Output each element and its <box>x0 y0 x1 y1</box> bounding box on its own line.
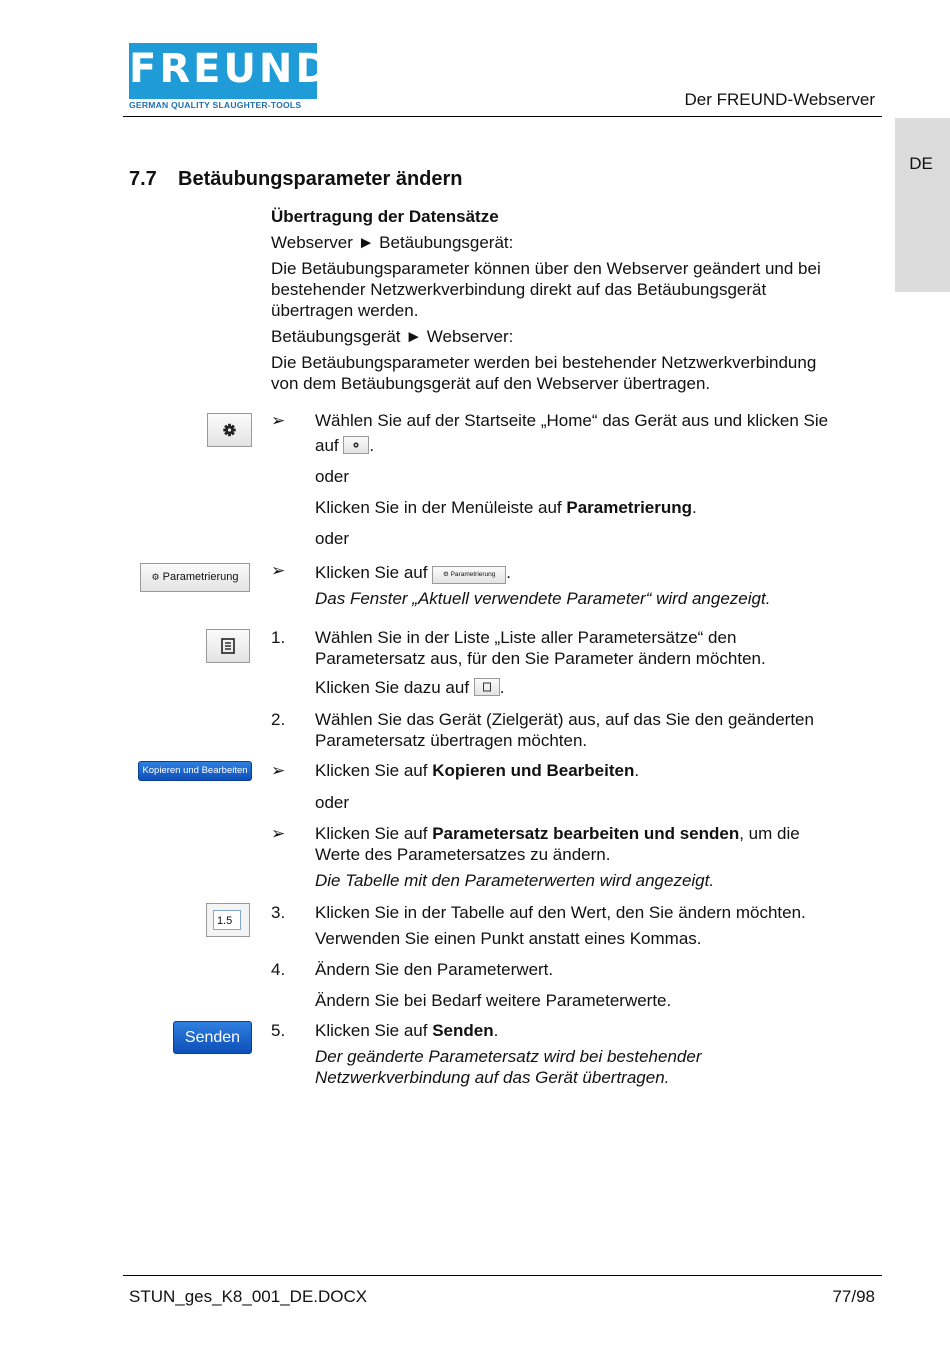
settings-button[interactable] <box>207 413 252 447</box>
step-a-text: Wählen Sie auf der Startseite „Home“ das Gerät aus und klicken Sie auf . <box>315 411 829 455</box>
step-5-result: Der geänderte Parametersatz wird bei bestehender Netzwerkverbindung auf das Gerät übertragen. <box>315 1047 702 1087</box>
step-4-text: Ändern Sie den Parameterwert. Ändern Sie bei Bedarf weitere Parameterwerte. <box>315 960 672 1010</box>
step-3-number: 3. <box>271 903 286 922</box>
direction-1-text: Die Betäubungsparameter können über den Webserver geändert und bei bestehender Netzwerkverbindung direkt auf das Betäubungsgerät übertragen werden. <box>271 259 821 320</box>
bullet-a: ➢ <box>271 411 286 430</box>
copy-edit-button[interactable]: Kopieren und Bearbeiten <box>138 761 252 781</box>
direction-2: Betäubungsgerät ► Webserver: <box>271 327 514 346</box>
section-title: Betäubungsparameter ändern <box>178 168 463 190</box>
direction-1: Webserver ► Betäubungsgerät: <box>271 233 514 252</box>
send-button[interactable]: Senden <box>173 1021 252 1054</box>
direction-2-text: Die Betäubungsparameter werden bei bestehender Netzwerkverbindung von dem Betäubungsgerät auf den Webserver übertragen. <box>271 353 817 393</box>
step-2-number: 2. <box>271 710 286 729</box>
list-icon <box>207 630 249 662</box>
bullet-e: ➢ <box>271 824 286 843</box>
gear-icon <box>344 437 368 453</box>
bullet-c: ➢ <box>271 561 286 580</box>
section-heading <box>129 168 463 191</box>
inline-list-button[interactable] <box>474 678 500 696</box>
menu-parametrierung-label: Parametrierung <box>566 498 693 517</box>
gear-icon <box>208 414 251 446</box>
list-icon <box>475 679 499 695</box>
section-number: 7.7 <box>129 168 157 190</box>
inline-gear-button[interactable] <box>343 436 369 454</box>
header-title: Der FREUND-Webserver <box>684 90 875 109</box>
step-e-result: Die Tabelle mit den Parameterwerten wird angezeigt. <box>315 871 715 890</box>
step-1-text: Wählen Sie in der Liste „Liste aller Parametersätze“ den Parametersatz aus, für den Sie Parameter ändern möchten. Klicken Sie dazu auf . <box>315 628 766 697</box>
step-5-text: Klicken Sie auf Senden. Der geänderte Parametersatz wird bei bestehender Netzwerkverbindung auf das Gerät übertragen. <box>315 1020 885 1088</box>
footer-divider <box>123 1275 882 1276</box>
footer-document-name: STUN_ges_K8_001_DE.DOCX <box>129 1287 368 1306</box>
oder-3: oder <box>315 793 350 812</box>
oder-2: oder <box>315 529 350 548</box>
oder-1: oder <box>315 467 350 486</box>
footer-page-number: 77/98 <box>832 1287 875 1306</box>
logo-wordmark: FREUND <box>129 46 332 92</box>
step-5-number: 5. <box>271 1021 286 1040</box>
language-tab-label: DE <box>909 154 933 173</box>
step-4-number: 4. <box>271 960 286 979</box>
logo-tagline: GERMAN QUALITY SLAUGHTER-TOOLS <box>129 100 302 110</box>
bullet-d: ➢ <box>271 761 286 780</box>
list-details-button[interactable] <box>206 629 250 663</box>
step-2-text: Wählen Sie das Gerät (Zielgerät) aus, auf das Sie den geänderten Parametersatz übertragen möchten. <box>315 710 814 750</box>
value-input[interactable]: 1.5 <box>213 910 241 930</box>
step-c-text: Klicken Sie auf ⚙ Parametrierung . Das Fenster „Aktuell verwendete Parameter“ wird angezeigt. <box>315 562 885 609</box>
value-cell[interactable] <box>206 903 250 937</box>
step-b-text: Klicken Sie in der Menüleiste auf Parametrierung. <box>315 498 697 517</box>
parametrierung-button[interactable]: ⚙ Parametrierung <box>140 563 250 592</box>
subheading: Übertragung der Datensätze <box>271 207 499 226</box>
header-divider <box>123 116 882 117</box>
step-1-number: 1. <box>271 628 286 647</box>
step-d-text: Klicken Sie auf Kopieren und Bearbeiten. <box>315 761 640 780</box>
step-3-text: Klicken Sie in der Tabelle auf den Wert, den Sie ändern möchten. Verwenden Sie einen Punkt anstatt eines Kommas. <box>315 903 806 948</box>
gear-icon: ⚙ <box>151 572 160 582</box>
language-tab <box>895 118 950 292</box>
inline-parametrierung-button[interactable]: ⚙ Parametrierung <box>432 566 506 584</box>
freund-logo <box>129 43 332 110</box>
step-e-text: Klicken Sie auf Parametersatz bearbeiten und senden, um die Werte des Parametersatzes zu ändern. Die Tabelle mit den Parameterwerten wird angezeigt. <box>315 823 885 891</box>
step-c-result: Das Fenster „Aktuell verwendete Parameter“ wird angezeigt. <box>315 589 771 608</box>
